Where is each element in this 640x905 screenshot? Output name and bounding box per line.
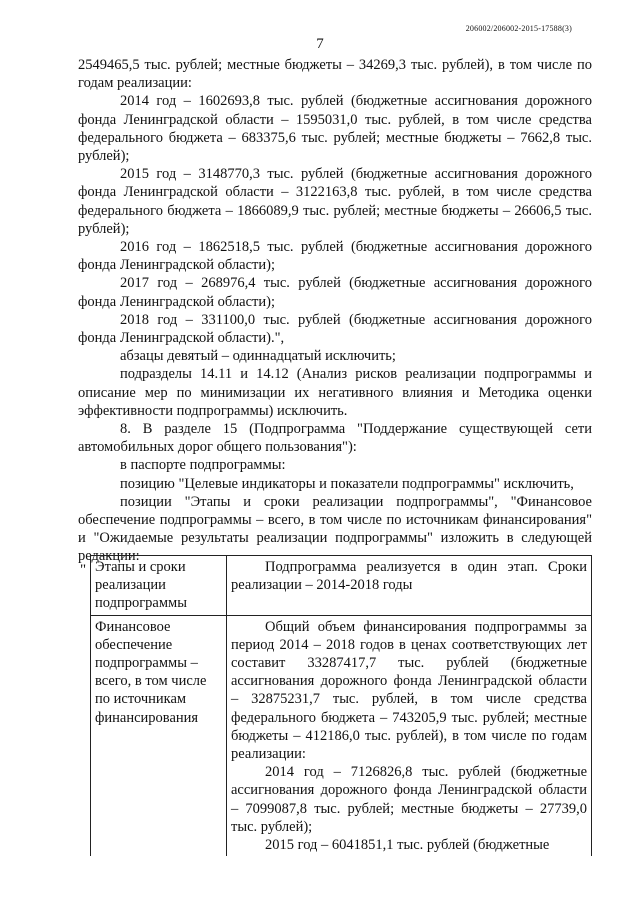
paragraph: 2017 год – 268976,4 тыс. рублей (бюджетные ассигнования дорожного фонда Ленинградской области); (78, 275, 592, 310)
opening-quote-mark: " (80, 562, 87, 578)
paragraph: подразделы 14.11 и 14.12 (Анализ рисков реализации подпрограммы и описание мер по минимизации их негативного влияния и Методика оценки эффективности подпрограммы) исключить. (78, 366, 592, 419)
cell-text: Общий объем финансирования подпрограммы за период 2014 – 2018 годов в ценах соответствующих лет составит 33287417,7 тыс. рублей (бюджетные ассигнования дорожного фонда Ленинградской области – 32875231,7 тыс. рублей, в том числе средства федерального бюджета – 743205,9 тыс. рублей; местные бюджеты – 412186,0 тыс. рублей), в том числе по годам реализации: (231, 618, 587, 763)
paragraph: 2018 год – 331100,0 тыс. рублей (бюджетные ассигнования дорожного фонда Ленинградской области).", (78, 311, 592, 347)
row-label-financing: Финансовое обеспечение подпрограммы – всего, в том числе по источникам финансирования (91, 615, 227, 856)
document-id: 206002/206002-2015-17588(3) (465, 24, 572, 33)
paragraph: позицию "Целевые индикаторы и показатели подпрограммы" исключить, (120, 475, 574, 492)
cell-text: 2014 год – 7126826,8 тыс. рублей (бюджетные ассигнования дорожного фонда Ленинградской области – 7099087,8 тыс. рублей; местные бюджеты – 27739,0 тыс. рублей); (231, 764, 587, 835)
paragraph: 2014 год – 1602693,8 тыс. рублей (бюджетные ассигнования дорожного фонда Ленинградской области – 1595031,0 тыс. рублей, в том числе средства федерального бюджета – 683375,6 тыс. рублей; местные бюджеты – 7662,8 тыс. рублей); (78, 93, 592, 165)
paragraph: абзацы девятый – одиннадцатый исключить; (120, 348, 396, 365)
paragraph: 8. В разделе 15 (Подпрограмма "Поддержание существующей сети автомобильных дорог общего пользования"): (78, 421, 592, 456)
cell-text: Подпрограмма реализуется в один этап. Сроки реализации – 2014-2018 годы (231, 559, 587, 594)
passport-table (90, 555, 592, 856)
table-row (91, 615, 592, 856)
paragraph: позиции "Этапы и сроки реализации подпрограммы", "Финансовое обеспечение подпрограммы – всего, в том числе по источникам финансирования" и "Ожидаемые результаты реализации подпрограммы" изложить в следующей редакции: (78, 493, 592, 565)
row-value-financing (227, 615, 592, 856)
page-number: 7 (316, 36, 324, 52)
document-body (78, 56, 592, 566)
paragraph: 2016 год – 1862518,5 тыс. рублей (бюджетные ассигнования дорожного фонда Ленинградской области); (78, 239, 592, 274)
row-value-stages (227, 556, 592, 616)
cell-text: 2015 год – 6041851,1 тыс. рублей (бюджетные (265, 837, 550, 854)
paragraph: 2549465,5 тыс. рублей; местные бюджеты – 34269,3 тыс. рублей), в том числе по годам реализации: (78, 57, 592, 92)
paragraph: 2015 год – 3148770,3 тыс. рублей (бюджетные ассигнования дорожного фонда Ленинградской области – 3122163,8 тыс. рублей, в том числе средства федерального бюджета – 1866089,9 тыс. рублей; местные бюджеты – 26606,5 тыс. рублей); (78, 166, 592, 237)
paragraph: в паспорте подпрограммы: (120, 457, 286, 474)
row-label-stages: Этапы и сроки реализации подпрограммы (91, 556, 227, 616)
table-row (91, 556, 592, 616)
